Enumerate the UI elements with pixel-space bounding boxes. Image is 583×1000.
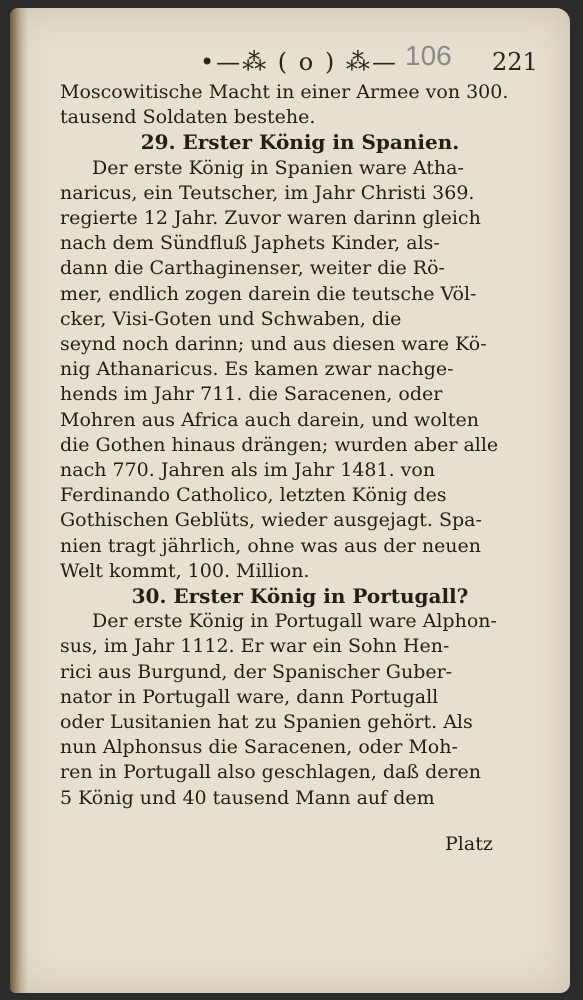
text-line: nach 770. Jahren als im Jahr 1481. von (60, 459, 436, 482)
text-line: ren in Portugall also geschlagen, daß deren (60, 761, 482, 784)
page-binding-edge (10, 8, 28, 993)
header-ornament: •—⁂ ( o ) ⁂— (200, 48, 398, 76)
catchword: Platz (445, 833, 493, 855)
section-heading: 29. Erster König in Spanien. (140, 130, 460, 155)
text-line: nig Athanaricus. Es kamen zwar nachge- (60, 358, 454, 381)
text-line: sus, im Jahr 1112. Er war ein Sohn Hen- (60, 635, 450, 658)
text-line: rici aus Burgund, der Spanischer Guber- (60, 660, 453, 683)
page-number: 221 (492, 48, 538, 76)
text-line: dann die Carthaginenser, weiter die Rö- (60, 257, 445, 280)
pencil-annotation: 106 (405, 40, 452, 71)
text-line: Ferdinando Catholico, letzten König des (60, 484, 447, 507)
text-line: hends im Jahr 711. die Saracenen, oder (60, 383, 443, 406)
text-line: nien tragt jährlich, ohne was aus der neuen (60, 534, 482, 557)
text-line: die Gothen hinaus drängen; wurden aber alle (60, 433, 499, 456)
text-line: Welt kommt, 100. Million. (60, 559, 310, 582)
book-page (10, 8, 570, 993)
text-line: nator in Portugall ware, dann Portugall (60, 685, 439, 708)
text-line: Der erste König in Portugall ware Alphon- (92, 610, 497, 633)
text-line: regierte 12 Jahr. Zuvor waren darinn gleich (60, 207, 481, 230)
text-line: seynd noch darinn; und aus diesen ware Kö- (60, 333, 487, 356)
text-line: Moscowitische Macht in einer Armee von 300. (60, 81, 509, 103)
text-line: Gothischen Geblüts, wieder ausgejagt. Spa- (60, 509, 482, 532)
text-line: nach dem Sündfluß Japhets Kinder, als- (60, 232, 440, 255)
text-line: tausend Soldaten bestehe. (60, 106, 316, 129)
text-line: Mohren aus Africa auch darein, und wolten (60, 408, 479, 431)
text-line: 5 König und 40 tausend Mann auf dem (60, 786, 435, 809)
text-line: mer, endlich zogen darein die teutsche Völ- (60, 282, 477, 305)
body-text (60, 80, 540, 811)
text-line: Der erste König in Spanien ware Atha- (92, 156, 464, 179)
text-line: nun Alphonsus die Saracenen, oder Moh- (60, 736, 458, 759)
page-header (10, 40, 570, 82)
section-heading: 30. Erster König in Portugall? (131, 584, 469, 609)
text-line: cker, Visi-Goten und Schwaben, die (60, 307, 402, 330)
text-line: oder Lusitanien hat zu Spanien gehört. Als (60, 711, 473, 734)
text-line: naricus, ein Teutscher, im Jahr Christi 369. (60, 181, 475, 204)
